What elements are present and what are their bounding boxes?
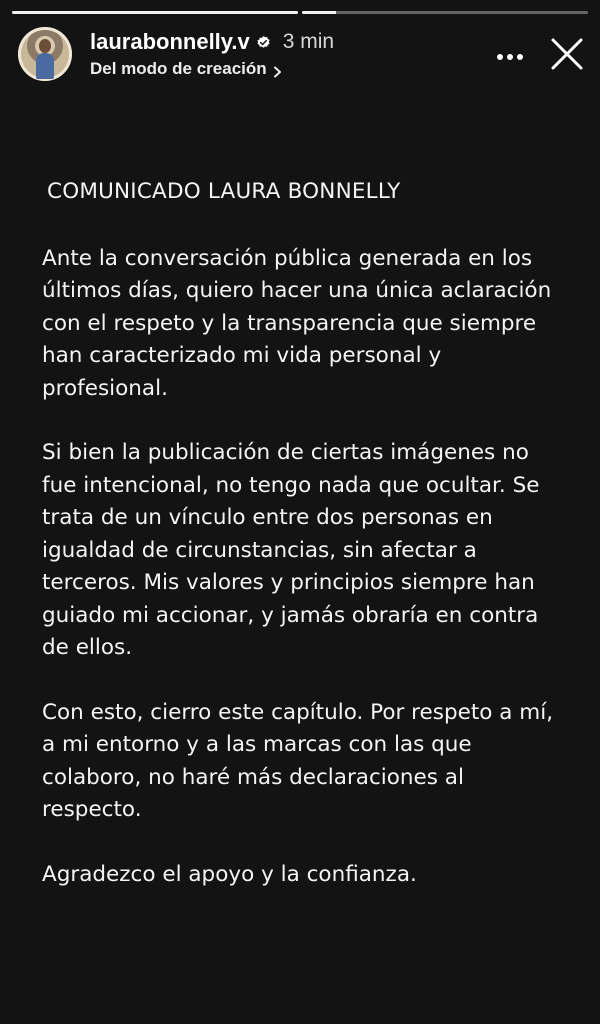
statement-paragraph [42, 243, 572, 406]
creation-mode-label: Del modo de creación [90, 59, 267, 78]
statement-body [42, 243, 572, 892]
story-meta [90, 28, 334, 79]
progress-segment-2 [302, 11, 588, 14]
username[interactable]: laurabonnelly.v [90, 29, 250, 54]
statement-line: Con esto, cierro este capítulo. Por respeto a mí, [42, 699, 554, 725]
chevron-right-icon [273, 63, 282, 75]
more-horizontal-icon [496, 46, 524, 65]
avatar-figure [36, 53, 54, 79]
statement-line: trata de un vínculo entre dos personas en [42, 505, 493, 530]
progress-segment-1 [12, 11, 298, 14]
story-progress [12, 11, 588, 14]
statement-line: guiado mi accionar, y jamás obraría en contra [42, 602, 539, 628]
statement-paragraph [42, 697, 572, 827]
statement-line: a mi entorno y a las marcas con las que [42, 732, 472, 757]
avatar[interactable] [18, 27, 72, 81]
close-icon [550, 37, 584, 75]
statement-line: profesional. [42, 375, 168, 401]
avatar-head [39, 39, 51, 53]
statement-line: últimos días, quiero hacer una única aclaración [42, 278, 552, 303]
more-options-button[interactable] [490, 40, 530, 70]
statement-line: con el respeto y la transparencia que siempre [42, 310, 537, 336]
statement-line: de ellos. [42, 635, 133, 660]
statement-line: igualdad de circunstancias, sin afectar a [42, 537, 477, 563]
close-button[interactable] [546, 35, 588, 77]
statement-line: colaboro, no haré más declaraciones al [42, 764, 464, 790]
story-header [18, 27, 588, 81]
statement-paragraph [42, 437, 572, 665]
progress-fill-2 [302, 11, 336, 14]
meta-row-user [90, 28, 334, 56]
creation-mode-link[interactable] [90, 59, 334, 79]
statement-title: COMUNICADO LAURA BONNELLY [47, 179, 401, 204]
statement-line: Agradezco el apoyo y la confianza. [42, 861, 417, 887]
statement-line: respecto. [42, 797, 142, 822]
post-time: 3 min [282, 30, 335, 53]
statement-line: han caracterizado mi vida personal y [42, 343, 442, 368]
verified-badge-icon [256, 35, 271, 50]
statement-paragraph [42, 859, 572, 892]
statement-line: fue intencional, no tengo nada que ocultar. Se [42, 472, 540, 498]
statement-line: Si bien la publicación de ciertas imágenes no [42, 440, 529, 465]
progress-fill-1 [12, 11, 298, 14]
statement-line: Ante la conversación pública generada en los [42, 245, 533, 271]
statement-line: terceros. Mis valores y principios siempre han [42, 570, 535, 595]
story-text-content [42, 176, 572, 923]
